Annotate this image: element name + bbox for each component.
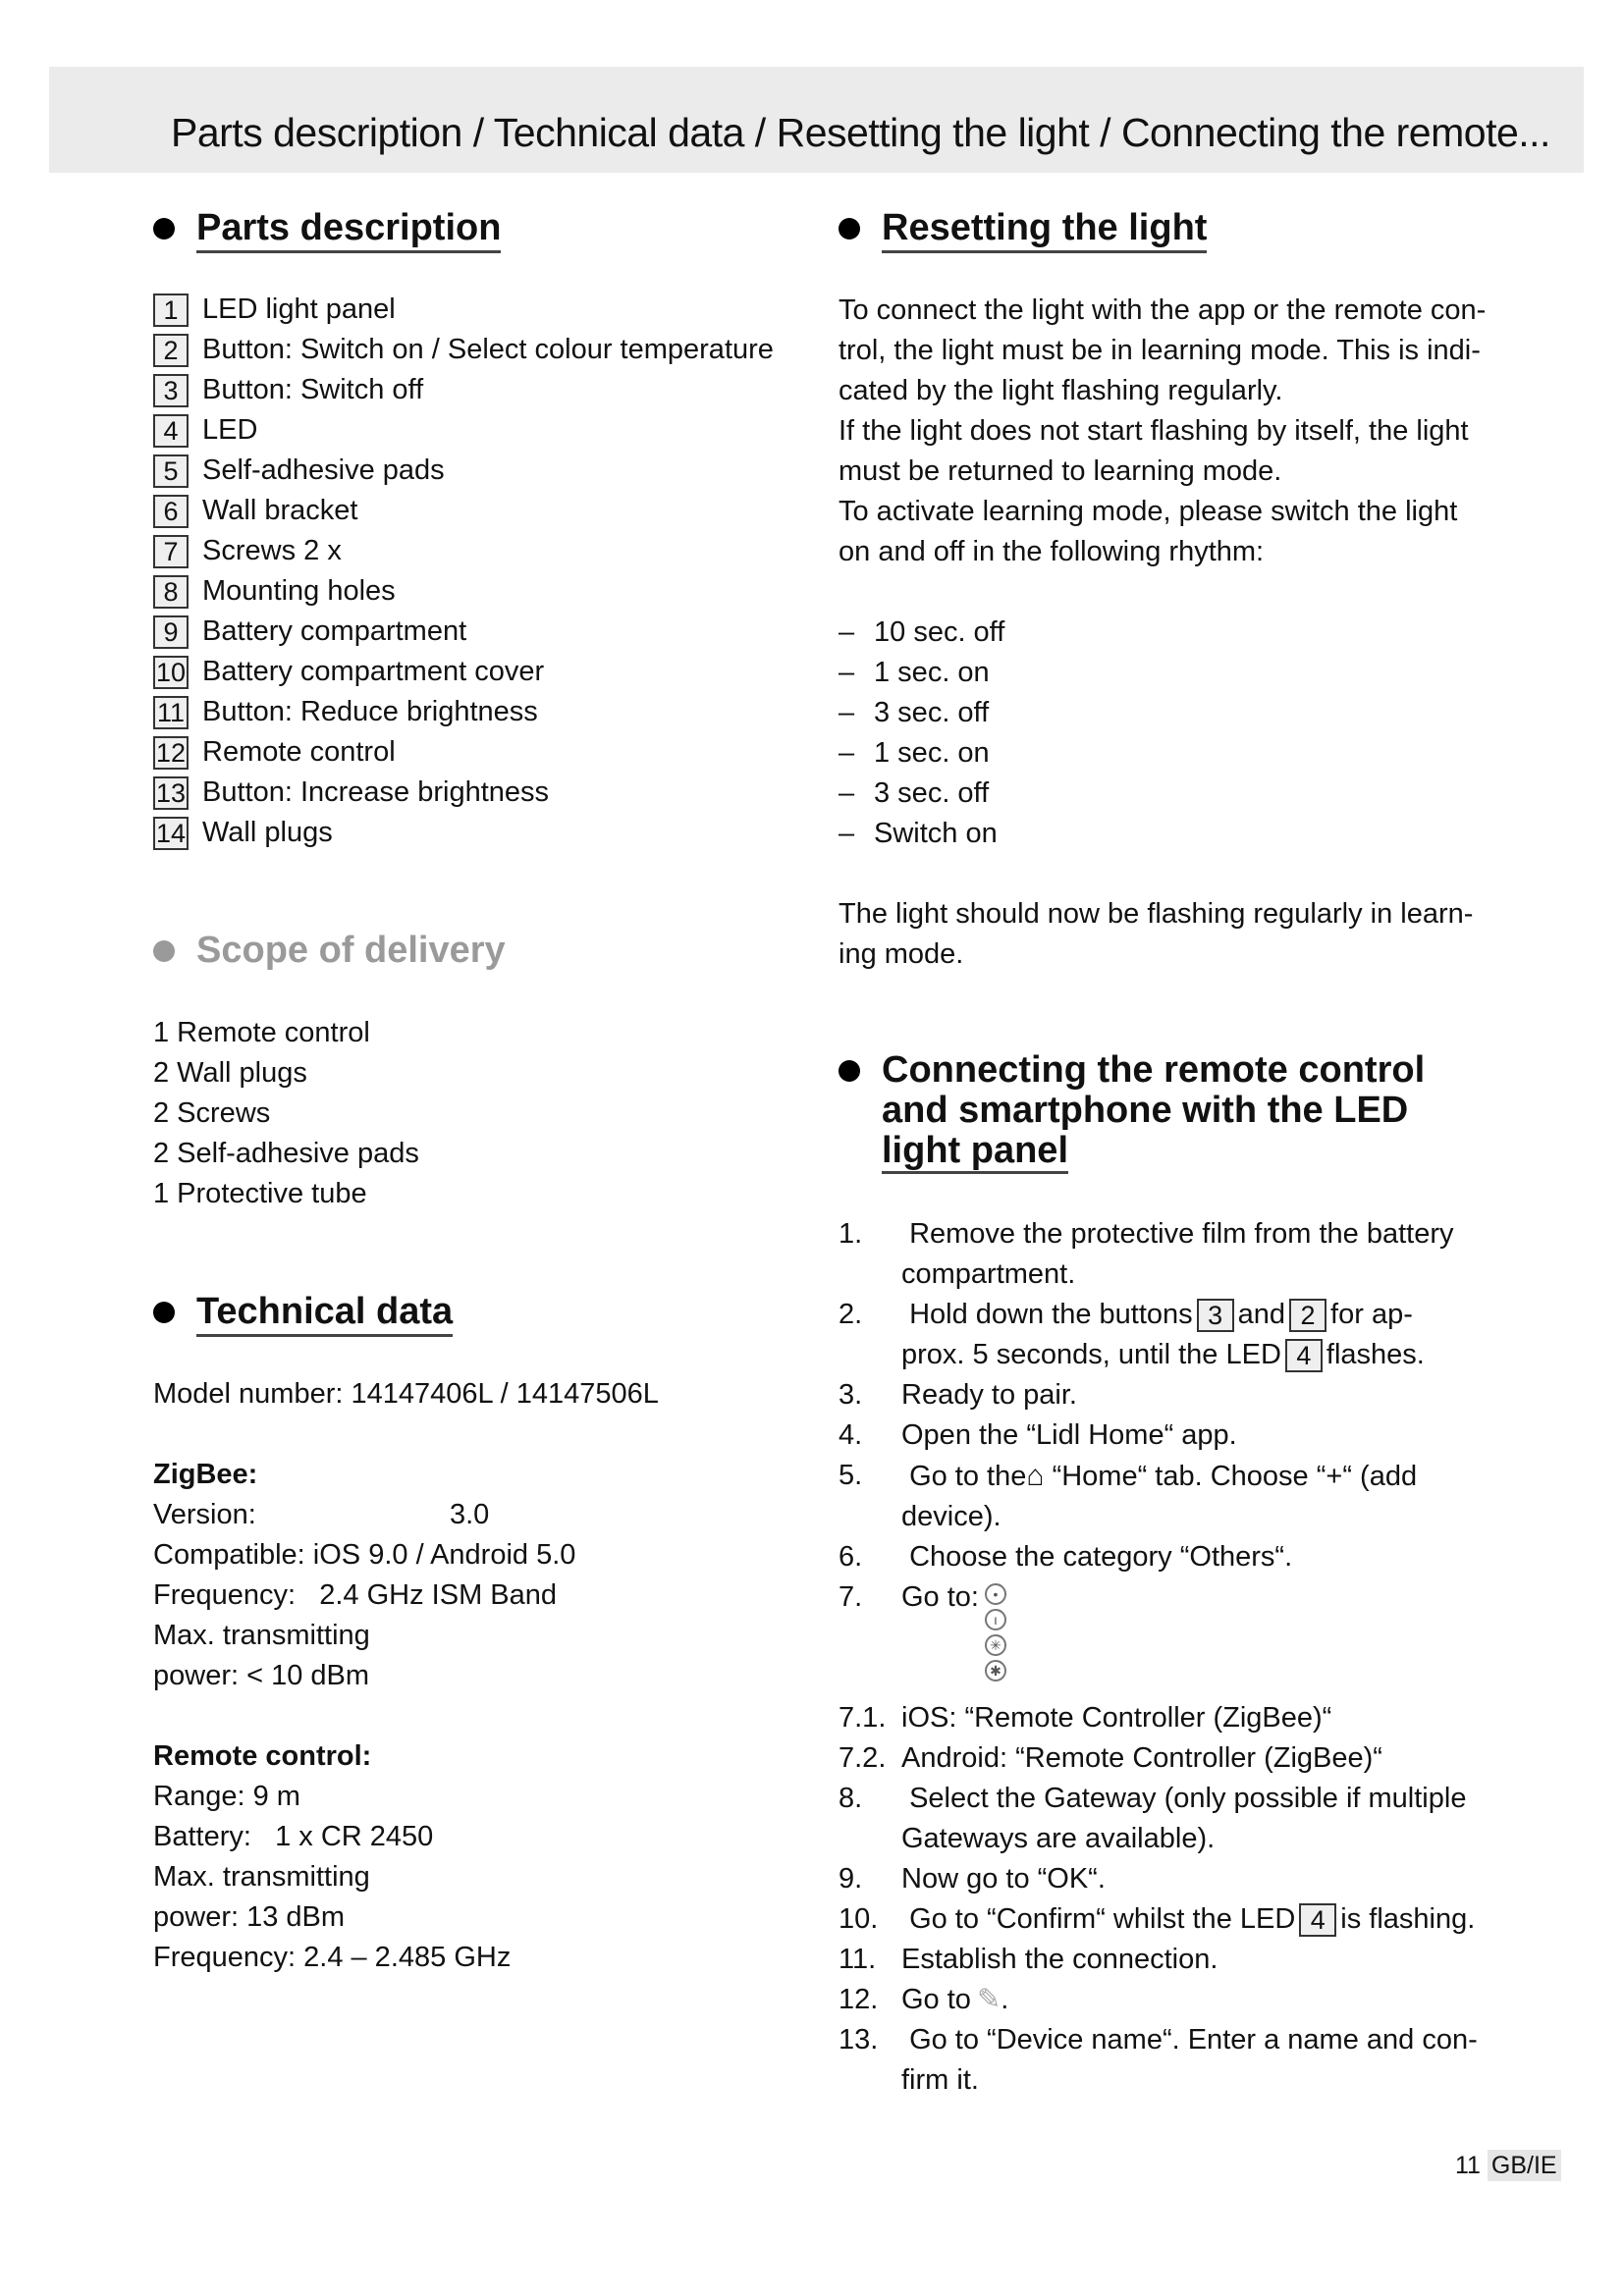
page-num: 11 (1455, 2152, 1481, 2179)
step-text: Open the “Lidl Home“ app. (901, 1419, 1237, 1451)
parts-list-item (153, 531, 774, 571)
step-number: 9. (839, 1863, 863, 1895)
language-code: GB/IE (1488, 2150, 1561, 2181)
part-label: LED light panel (202, 294, 396, 325)
step-number: 11. (839, 1944, 877, 1975)
heading-text (882, 1050, 1425, 1173)
parts-list (153, 290, 774, 853)
step-text: Android: “Remote Controller (ZigBee)“ (901, 1742, 1382, 1774)
part-label: Remote control (202, 736, 396, 768)
parts-list-item (153, 370, 774, 410)
step-text: Hold down the buttons (909, 1299, 1193, 1330)
rhythm-item (839, 613, 1486, 653)
part-label: Screws 2 x (202, 535, 342, 566)
step-number: 5. (839, 1460, 863, 1491)
part-number-box: 9 (153, 615, 189, 649)
rhythm-item (839, 653, 1486, 693)
tech-data (153, 1374, 659, 1978)
part-label: Button: Switch off (202, 374, 424, 405)
step-text: for ap- (1330, 1299, 1413, 1330)
step-13 (839, 2020, 1526, 2101)
reset-line: cated by the light flashing regularly. (839, 375, 1283, 406)
scope-heading (149, 931, 506, 973)
bullet-icon (839, 1060, 860, 1082)
version-value: 3.0 (450, 1499, 490, 1530)
step-7-2 (839, 1738, 1526, 1779)
reset-text (839, 291, 1486, 975)
step-text: Choose the category “Others“. (909, 1541, 1293, 1573)
step-number: 6. (839, 1541, 863, 1573)
parts-list-item (153, 773, 774, 813)
part-label: LED (202, 414, 258, 446)
dot-button-icon: • (985, 1583, 1006, 1605)
heading-line: Connecting the remote control (882, 1049, 1426, 1091)
scope-item: 1 Protective tube (153, 1178, 367, 1209)
parts-list-item (153, 612, 774, 652)
step-number: 8. (839, 1783, 863, 1814)
part-label: Button: Reduce brightness (202, 696, 538, 727)
reset-line: To activate learning mode, please switch the light (839, 496, 1458, 527)
step-number: 7.2. (839, 1742, 887, 1774)
battery: Battery: 1 x CR 2450 (153, 1821, 434, 1852)
step-6 (839, 1537, 1526, 1577)
part-label: Button: Increase brightness (202, 776, 550, 808)
step-text: Remove the protective film from the battery (909, 1218, 1454, 1250)
step-number: 13. (839, 2024, 879, 2056)
header-bar (49, 67, 1584, 173)
dash-icon: – (839, 657, 855, 688)
rhythm-text: 1 sec. on (874, 737, 990, 769)
part-number-box: 8 (153, 575, 189, 609)
heading-text: Resetting the light (882, 208, 1207, 253)
heading-text: Technical data (196, 1292, 453, 1337)
bullet-icon (153, 1302, 175, 1323)
step-number: 4. (839, 1419, 863, 1451)
connect-heading (835, 1050, 1425, 1173)
remote-title: Remote control: (153, 1740, 372, 1772)
part-label: Button: Switch on / Select colour temperature (202, 334, 774, 365)
step-text: compartment. (901, 1258, 1076, 1290)
step-7-1 (839, 1698, 1526, 1738)
step-10 (839, 1899, 1526, 1940)
dash-icon: – (839, 737, 855, 769)
spacer (839, 572, 1486, 613)
step-text: Go to “Device name“. Enter a name and con- (909, 2024, 1478, 2056)
rhythm-item (839, 693, 1486, 733)
rhythm-text: 3 sec. off (874, 777, 990, 809)
step-text: Ready to pair. (901, 1379, 1077, 1411)
part-number-box: 5 (153, 454, 189, 488)
step-2 (839, 1295, 1526, 1375)
rhythm-text: 1 sec. on (874, 657, 990, 688)
reset-line: on and off in the following rhythm: (839, 536, 1265, 567)
page-number (1455, 2152, 1561, 2180)
heading-text: Scope of delivery (196, 930, 506, 971)
step-text: Gateways are available). (901, 1823, 1216, 1854)
part-label: Wall plugs (202, 817, 333, 848)
reset-line: ing mode. (839, 938, 964, 970)
parts-list-item (153, 410, 774, 451)
dash-icon: – (839, 697, 855, 728)
home-icon: ⌂ (1026, 1460, 1045, 1492)
page-title: Parts description / Technical data / Resetting the light / Connecting the remote... (171, 110, 1550, 155)
step-text: Select the Gateway (only possible if multiple (909, 1783, 1467, 1814)
step-8 (839, 1779, 1526, 1859)
part-label: Wall bracket (202, 495, 358, 526)
parts-heading (149, 208, 501, 253)
max-power: power: 13 dBm (153, 1901, 346, 1933)
parts-list-item (153, 571, 774, 612)
bullet-icon (153, 940, 175, 962)
heading-line: light panel (882, 1130, 1068, 1174)
parts-list-item (153, 290, 774, 330)
max-power-label: Max. transmitting (153, 1861, 370, 1893)
part-label: Battery compartment (202, 615, 467, 647)
step-text: Go to the (909, 1461, 1027, 1492)
step-number: 2. (839, 1299, 863, 1330)
rhythm-text: 3 sec. off (874, 697, 990, 728)
compatible: Compatible: iOS 9.0 / Android 5.0 (153, 1539, 576, 1571)
step-text: Go to “Confirm“ whilst the LED (909, 1903, 1296, 1935)
heading-line: and smartphone with the LED (882, 1090, 1409, 1131)
reset-line: must be returned to learning mode. (839, 455, 1282, 487)
step-text: and (1237, 1299, 1286, 1330)
part-number-box: 3 (153, 374, 189, 407)
brightness-up-icon: ✳ (985, 1634, 1006, 1656)
step-number: 10. (839, 1903, 879, 1935)
reset-line: The light should now be flashing regularly in learn- (839, 898, 1474, 930)
part-ref: 2 (1289, 1299, 1326, 1332)
spacer (839, 854, 1486, 894)
step-text: Go to (901, 1984, 971, 2015)
step-number: 7. (839, 1581, 863, 1613)
part-number-box: 7 (153, 535, 189, 568)
max-power: power: < 10 dBm (153, 1660, 370, 1691)
part-label: Battery compartment cover (202, 656, 545, 687)
part-ref: 4 (1285, 1339, 1323, 1372)
step-3 (839, 1375, 1526, 1415)
part-number-box: 1 (153, 294, 189, 327)
step-7 (839, 1577, 1526, 1698)
dash-icon: – (839, 818, 855, 849)
bullet-icon (153, 218, 175, 240)
frequency: Frequency: 2.4 GHz ISM Band (153, 1579, 558, 1611)
step-number: 12. (839, 1984, 879, 2015)
brightness-down-icon: ✱ (985, 1660, 1006, 1682)
step-12 (839, 1980, 1526, 2020)
scope-item: 2 Self-adhesive pads (153, 1138, 419, 1169)
part-number-box: 14 (153, 817, 189, 850)
parts-list-item (153, 692, 774, 732)
heading-text: Parts description (196, 208, 501, 253)
step-text: “Home“ tab. Choose “+“ (add (1052, 1461, 1418, 1492)
part-label: Mounting holes (202, 575, 396, 607)
part-number-box: 13 (153, 776, 189, 810)
step-5 (839, 1456, 1526, 1537)
part-number-box: 2 (153, 334, 189, 367)
rhythm-item (839, 814, 1486, 854)
remote-buttons-icons (985, 1583, 1006, 1698)
scope-item: 1 Remote control (153, 1017, 370, 1048)
reset-line: If the light does not start flashing by itself, the light (839, 415, 1469, 447)
reset-heading (835, 208, 1207, 253)
part-ref: 3 (1197, 1299, 1234, 1332)
part-number-box: 12 (153, 736, 189, 770)
step-4 (839, 1415, 1526, 1456)
step-text: iOS: “Remote Controller (ZigBee)“ (901, 1702, 1332, 1734)
reset-line: To connect the light with the app or the remote con- (839, 294, 1487, 326)
parts-list-item (153, 491, 774, 531)
bullet-icon (839, 218, 860, 240)
zigbee-title: ZigBee: (153, 1459, 258, 1490)
part-number-box: 4 (153, 414, 189, 448)
reset-line: trol, the light must be in learning mode. This is indi- (839, 335, 1481, 366)
part-number-box: 11 (153, 696, 189, 729)
part-label: Self-adhesive pads (202, 454, 445, 486)
step-text: Establish the connection. (901, 1944, 1218, 1975)
part-number-box: 10 (153, 656, 189, 689)
parts-list-item (153, 330, 774, 370)
step-text: device). (901, 1501, 1001, 1532)
rhythm-item (839, 733, 1486, 774)
model-number: Model number: 14147406L / 14147506L (153, 1378, 659, 1410)
parts-list-item (153, 652, 774, 692)
step-text: Now go to “OK“. (901, 1863, 1106, 1895)
power-button-icon: ı (985, 1609, 1006, 1630)
scope-list (153, 1013, 419, 1214)
scope-item: 2 Screws (153, 1097, 271, 1129)
parts-list-item (153, 451, 774, 491)
pencil-icon: ✎ (976, 1984, 1001, 2015)
connect-steps (839, 1214, 1526, 2101)
range: Range: 9 m (153, 1781, 300, 1812)
parts-list-item (153, 813, 774, 853)
rhythm-text: Switch on (874, 818, 998, 849)
step-number: 1. (839, 1218, 863, 1250)
part-ref: 4 (1299, 1903, 1336, 1937)
step-number: 3. (839, 1379, 863, 1411)
step-text: is flashing. (1340, 1903, 1476, 1935)
max-power-label: Max. transmitting (153, 1620, 370, 1651)
rhythm-text: 10 sec. off (874, 616, 1005, 648)
parts-list-item (153, 732, 774, 773)
step-text: firm it. (901, 2064, 979, 2096)
step-text: Go to: (901, 1581, 979, 1613)
step-1 (839, 1214, 1526, 1295)
dash-icon: – (839, 616, 855, 648)
step-text: flashes. (1326, 1339, 1425, 1370)
step-text: . (1001, 1984, 1009, 2015)
rhythm-item (839, 774, 1486, 814)
frequency: Frequency: 2.4 – 2.485 GHz (153, 1942, 512, 1973)
step-text: prox. 5 seconds, until the LED (901, 1339, 1281, 1370)
step-11 (839, 1940, 1526, 1980)
part-number-box: 6 (153, 495, 189, 528)
scope-item: 2 Wall plugs (153, 1057, 307, 1089)
version-label: Version: (153, 1499, 256, 1530)
step-9 (839, 1859, 1526, 1899)
tech-heading (149, 1292, 453, 1337)
dash-icon: – (839, 777, 855, 809)
step-number: 7.1. (839, 1702, 887, 1734)
